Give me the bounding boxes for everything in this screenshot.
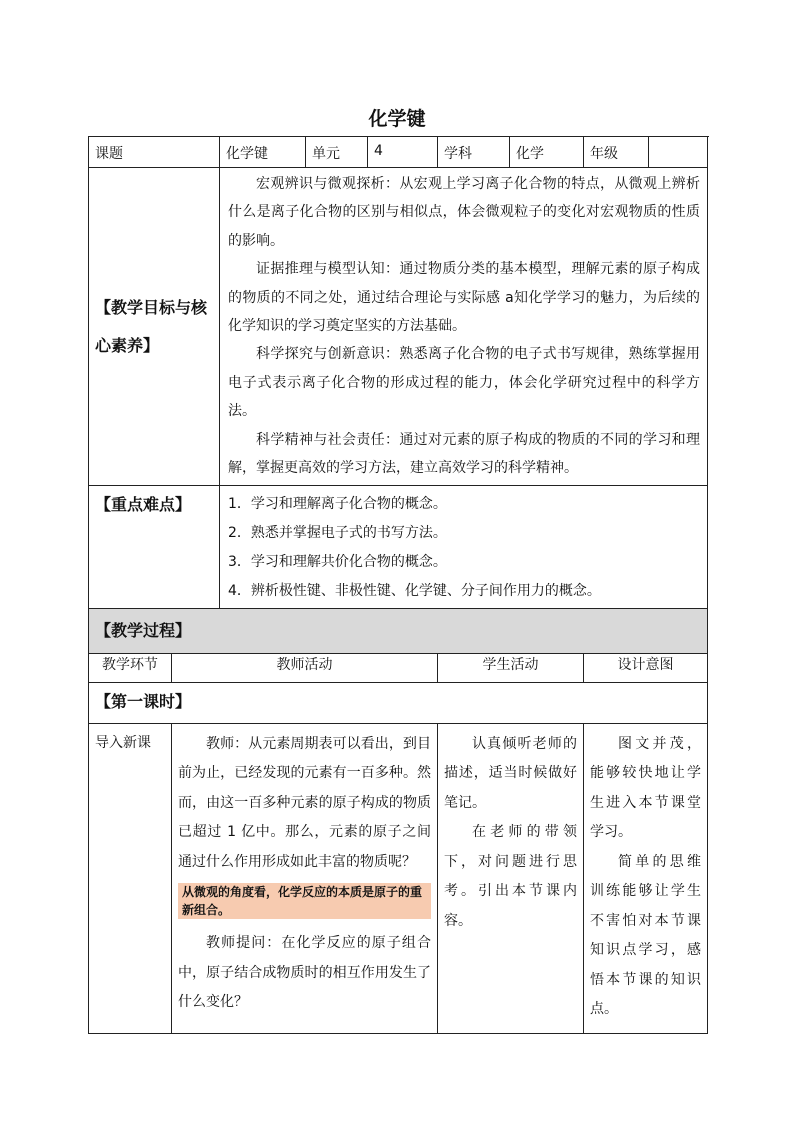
header-student: 学生活动 [438,653,584,682]
student-activity-cell [438,723,584,1033]
unit-label: 单元 [312,146,340,162]
document-title: 化学键 [368,108,426,130]
key-points-row [89,486,708,608]
grade-label: 年级 [590,146,618,162]
unit-value: 4 [374,143,383,159]
key-points-list [220,486,707,607]
objectives-row [89,168,708,486]
key-point-item: 2．熟悉并掌握电子式的书写方法。 [228,525,447,542]
subject-label-cell [438,137,510,168]
key-point-item: 3．学习和理解共价化合物的概念。 [228,554,447,571]
topic-value: 化学键 [226,146,268,162]
unit-label-cell [306,137,368,168]
header-design: 设计意图 [584,653,708,682]
objective-evidence-model: 证据推理与模型认知：通过物质分类的基本模型，理解元素的原子构成的物质的不同之处，通过结合理论与实际感 a知化学学习的魅力，为后续的化学知识的学习奠定坚实的方法基础。 [228,261,700,335]
process-column-headers [89,653,708,682]
teacher-highlight-note: 从微观的角度看，化学反应的本质是原子的重新组合。 [178,883,431,919]
objective-macro-micro: 宏观辨识与微观探析：从宏观上学习离子化合物的特点，从微观上辨析什么是离子化合物的区别与相似点，体会微观粒子的变化对宏观物质的性质的影响。 [228,176,700,249]
objectives-label: 【教学目标与核心素养】 [95,297,208,355]
objectives-content-cell [220,168,708,486]
unit-value-cell [368,137,438,168]
objectives-label-cell [89,168,220,486]
subject-value: 化学 [516,146,544,162]
student-activity-think: 在老师的带领下，对问题进行思考。引出本节课内容。 [444,824,577,929]
process-label: 【教学过程】 [95,620,192,640]
design-intent-visual: 图文并茂，能够较快地让学生进入本节课堂学习。 [590,735,701,841]
key-point-item: 4．辨析极性键、非极性键、化学键、分子间作用力的概念。 [228,582,601,599]
grade-value-cell [649,137,708,168]
objective-inquiry-innovation: 科学探究与创新意识：熟悉离子化合物的电子式书写规律，熟练掌握用电子式表示离子化合物的形成过程的能力，体会化学研究过程中的科学方法。 [228,346,700,420]
period-cell [89,682,708,723]
objective-science-society: 科学精神与社会责任：通过对元素的原子构成的物质的不同的学习和理解，掌握更高效的学习方法，建立高效学习的科学精神。 [228,431,700,477]
design-intent-training: 简单的思维训练能够让学生不害怕对本节课知识点学习，感悟本节课的知识点。 [590,853,701,1018]
key-points-content-cell [220,486,708,608]
topic-label-cell [89,137,220,168]
key-points-label: 【重点难点】 [95,495,192,515]
process-section-row [89,608,708,653]
topic-value-cell [220,137,306,168]
subject-value-cell [510,137,584,168]
process-section-cell [89,608,708,653]
info-row [89,137,708,168]
student-activity-listen: 认真倾听老师的描述，适当时候做好笔记。 [444,735,577,811]
period-row [89,682,708,723]
teacher-activity-intro: 教师：从元素周期表可以看出，到目前为止，已经发现的元素有一百多种。然而，由这一百多种元素的原子构成的物质已超过 1 亿中。那么，元素的原子之间通过什么作用形成如此丰富的物质呢？ [178,735,431,870]
period-label: 【第一课时】 [95,691,192,711]
stage-cell [89,723,172,1033]
key-points-label-cell [89,486,220,608]
key-point-item: 1．学习和理解离子化合物的概念。 [228,496,447,513]
intro-stage-row [89,723,708,1033]
teacher-activity-cell [172,723,438,1033]
teacher-activity-question: 教师提问：在化学反应的原子组合中，原子结合成物质时的相互作用发生了什么变化？ [178,935,431,1011]
header-teacher: 教师活动 [172,653,438,682]
lesson-plan-table [88,136,708,1034]
grade-value [649,137,707,145]
grade-label-cell [584,137,649,168]
design-intent-cell [584,723,708,1033]
stage-label: 导入新课 [95,734,151,751]
topic-label: 课题 [95,146,123,162]
subject-label: 学科 [444,146,472,162]
header-stage: 教学环节 [89,653,172,682]
